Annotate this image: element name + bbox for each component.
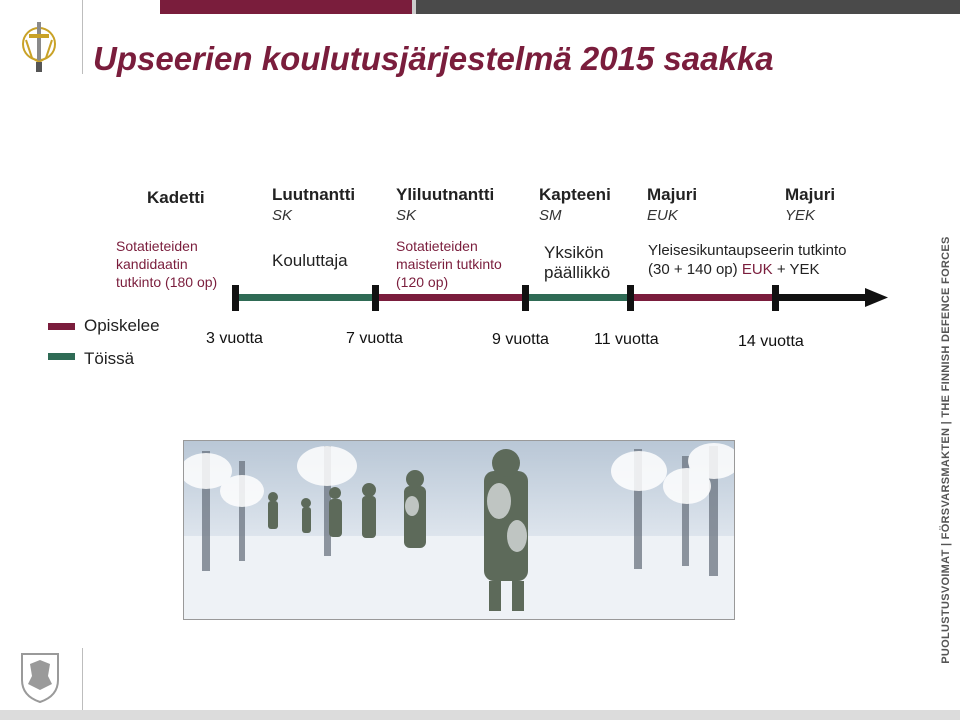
- rank-major-yek: Majuri: [785, 185, 836, 204]
- page-title: Upseerien koulutusjärjestelmä 2015 saakka: [93, 40, 774, 77]
- legend-working-swatch: [48, 353, 75, 360]
- rank-first-lieutenant-branch: SK: [396, 207, 417, 224]
- master-degree-text: Sotatieteiden maisterin tutkinto (120 op): [396, 238, 502, 290]
- timeline-segment-working: [525, 294, 630, 301]
- years-label: 3 vuotta: [206, 330, 263, 347]
- legend-studying-swatch: [48, 323, 75, 330]
- rank-major-yek-branch: YEK: [785, 207, 816, 224]
- timeline-tick: [772, 285, 779, 311]
- timeline-arrowhead: [865, 288, 888, 307]
- defence-forces-side-text: [932, 236, 960, 664]
- unit-leader-role-text: Yksikön päällikkö: [544, 243, 611, 282]
- years-label: 14 vuotta: [738, 333, 804, 350]
- bottom-bar: [0, 710, 960, 720]
- timeline-tick: [522, 285, 529, 311]
- years-label: 7 vuotta: [346, 330, 403, 347]
- rank-captain-branch: SM: [539, 207, 562, 224]
- timeline-segment-studying: [375, 294, 525, 301]
- rank-first-lieutenant: Yliluutnantti: [396, 185, 495, 204]
- timeline-tick: [232, 285, 239, 311]
- years-label: 9 vuotta: [492, 331, 549, 348]
- rank-captain: Kapteeni: [539, 185, 611, 204]
- legend-working-label: Töissä: [84, 349, 135, 368]
- timeline-segment-studying: [630, 294, 775, 301]
- rank-major-euk: Majuri: [647, 185, 698, 204]
- rank-lieutenant-branch: SK: [272, 207, 293, 224]
- winter-soldiers-photo: [183, 440, 735, 620]
- timeline-tick: [372, 285, 379, 311]
- staff-degree-euk: EUK: [741, 261, 773, 278]
- lion-crest-icon: [18, 650, 62, 704]
- rank-major-euk-branch: EUK: [647, 207, 678, 224]
- instructor-role-text: Kouluttaja: [272, 251, 348, 270]
- staff-degree-line1: Yleisesikuntaupseerin tutkinto: [648, 242, 847, 259]
- legend-studying-label: Opiskelee: [84, 316, 160, 335]
- bachelor-degree-text: Sotatieteiden kandidaatin tutkinto (180 op): [116, 238, 218, 290]
- years-label: 11 vuotta: [594, 331, 659, 348]
- timeline-segment-final: [775, 294, 867, 301]
- rank-lieutenant: Luutnantti: [272, 185, 356, 204]
- rank-cadet: Kadetti: [147, 188, 205, 207]
- staff-degree-plus: +: [776, 261, 786, 278]
- staff-degree-yek: YEK: [789, 261, 820, 278]
- staff-degree-credits: (30 + 140 op): [648, 261, 738, 278]
- timeline-segment-working: [235, 294, 375, 301]
- side-text: PUOLUSTUSVOIMAT | FÖRSVARSMAKTEN | THE FINNISH DEFENCE FORCES: [940, 236, 952, 664]
- timeline-tick: [627, 285, 634, 311]
